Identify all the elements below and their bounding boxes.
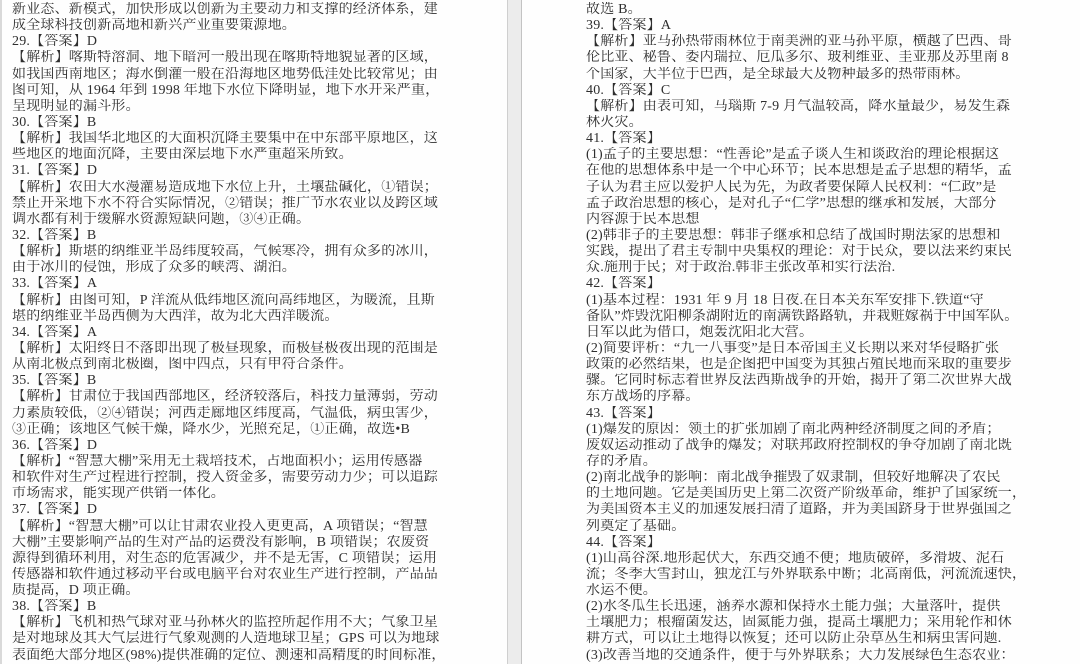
text-line: 32.【答案】B <box>12 227 97 243</box>
text-line: 孟子政治思想的核心，是对孔子“仁学”思想的继承和发展，大部分 <box>586 195 997 211</box>
text-line: 图可知，从 1964 年到 1998 年地下水位下降明显，地下水开采严重， <box>12 82 440 98</box>
text-line: 由于冰川的侵蚀，形成了众多的峡湾、湖泊。 <box>12 260 296 276</box>
text-line: 和软件对生产过程进行控制，授入资金多，需要劳动力少；可以追踪 <box>12 470 438 486</box>
text-line: 伦比亚、秘鲁、委内瑞拉、厄瓜多尔、玻利维亚、圭亚那及苏里南 8 <box>586 50 1009 66</box>
text-line: (2)韩非子的主要思想：韩非子继承和总结了战国时期法家的思想和 <box>586 227 1001 243</box>
text-line: 大棚”主要影响产品的生对产品的运费没有影响，B 项错误；农废资 <box>12 534 430 550</box>
text-line: 土壤肥力；根瘤菌发达，固氮能力强，提高土壤肥力；采用轮作和休 <box>586 615 1012 631</box>
text-line: 41.【答案】 <box>586 131 661 147</box>
text-line: 31.【答案】D <box>12 163 98 179</box>
text-line: (2)简要评析：“九一八事变”是日本帝国主义长期以来对华侵略扩张 <box>586 340 1000 356</box>
text-line: 源得到循环利用，对生态的危害减少，并不是无害，C 项错误；运用 <box>12 550 438 566</box>
text-line: 内容源于民本思想 <box>586 211 700 227</box>
text-line: 【解析】由表可知，马瑙斯 7-9 月气温较高，降水量最少，易发生森 <box>586 98 1011 114</box>
text-line: 29.【答案】D <box>12 34 98 50</box>
text-line: 30.【答案】B <box>12 114 97 130</box>
text-line: 40.【答案】C <box>586 82 671 98</box>
text-line: 成全球科技创新高地和新兴产业重要策源地。 <box>12 18 296 34</box>
text-line: 耕方式，可以让土地得以恢复；还可以防止杂草丛生和病虫害问题. <box>586 631 1002 647</box>
text-line: 44.【答案】 <box>586 534 661 550</box>
text-line: 【解析】农田大水漫灌易造成地下水位上升，土壤盐碱化，①错误； <box>12 179 438 195</box>
text-line: ③正确；该地区气候干燥，降水少，光照充足，①正确，故选•B <box>12 421 411 437</box>
text-line: 33.【答案】A <box>12 276 98 292</box>
text-line: 【解析】由图可知，P 洋流从低纬地区流向高纬地区，为暖流，且斯 <box>12 292 435 308</box>
text-line: 39.【答案】A <box>586 18 672 34</box>
text-line: 在他的思想体系中是一个中心环节；民本思想是孟子思想的精华，孟 <box>586 163 1012 179</box>
text-line: 水运不便。 <box>586 583 657 599</box>
page-right-text <box>586 2 1080 664</box>
page-right <box>522 0 1080 664</box>
text-line: (1)爆发的原因：领土的扩张加剧了南北两种经济制度之间的矛盾； <box>586 421 1001 437</box>
text-line: 【解析】亚马孙热带雨林位于南美洲的亚马孙平原，横越了巴西、哥 <box>586 34 1012 50</box>
text-line: 【解析】甘肃位于我国西部地区，经济较落后，科技力量薄弱，劳动 <box>12 389 438 405</box>
text-line: 质提高，D 项正确。 <box>12 583 140 599</box>
text-line: 从南北极点到南北极圈，图中四点，只有甲符合条件。 <box>12 357 353 373</box>
page-left-text <box>12 2 503 664</box>
text-line: 流；冬季大雪封山，独龙江与外界联系中断；北高南低，河流流速快， <box>586 566 1027 582</box>
text-line: 存的矛盾。 <box>586 453 657 469</box>
text-line: 个国家，大半位于巴西，是全球最大及物种最多的热带雨林。 <box>586 66 970 82</box>
text-line: 市场需求，能实现产供销一体化。 <box>12 486 225 502</box>
text-line: 【解析】太阳终日不落即出现了极昼现象，而极昼极夜出现的范围是 <box>12 340 438 356</box>
text-line: 为美国资本主义的加速发展扫清了道路，并为美国跻身于世界强国之 <box>586 502 1012 518</box>
text-line: 37.【答案】D <box>12 502 98 518</box>
page-left <box>0 0 507 664</box>
text-line: 38.【答案】B <box>12 599 97 615</box>
text-line: 实践，提出了君主专制中央集权的理论：对于民众，要以法来约束民 <box>586 244 1012 260</box>
text-line: 废奴运动推动了战争的爆发；对联邦政府控制权的争夺加剧了南北既 <box>586 437 1012 453</box>
text-line: 骤。它同时标志着世界反法西斯战争的开始，揭开了第二次世界大战 <box>586 373 1012 389</box>
text-line: 43.【答案】 <box>586 405 661 421</box>
text-line: 调水都有利于缓解水资源短缺问题，③④正确。 <box>12 211 311 227</box>
text-line: 禁止开采地下水不符合实际情况，②错误；推广节水农业以及跨区域 <box>12 195 438 211</box>
text-line: 【解析】“智慧大棚”采用无土栽培技术，占地面积小；运用传感器 <box>12 453 423 469</box>
text-line: 【解析】我国华北地区的大面积沉降主要集中在中东部平原地区，这 <box>12 131 438 147</box>
text-line: 东方战场的序幕。 <box>586 389 700 405</box>
text-line: 政策的必然结果，也是企图把中国变为其独占殖民地而采取的重要步 <box>586 357 1012 373</box>
text-line: 日军以此为借口，炮轰沈阳北大营。 <box>586 324 814 340</box>
text-line: 【解析】斯堪的纳维亚半岛纬度较高，气候寒冷，拥有众多的冰川， <box>12 244 438 260</box>
page-gap-divider <box>507 0 522 664</box>
text-line: (1)山高谷深.地形起伏大，东西交通不便；地质破碎，多滑坡、泥石 <box>586 550 1005 566</box>
text-line: 表面绝大部分地区(98%)提供准确的定位、测速和高精度的时间标准， <box>12 647 446 663</box>
text-line: 些地区的地面沉降，主要由深层地下水严重超采所致。 <box>12 147 353 163</box>
text-line: (2)水冬瓜生长迅速，涵养水源和保持水土能力强；大量落叶，提供 <box>586 599 1001 615</box>
text-line: 力素质较低，②④错误；河西走廊地区纬度高，气温低，病虫害少， <box>12 405 438 421</box>
text-line: 【解析】“智慧大棚”可以让甘肃农业投入更更高，A 项错误；“智慧 <box>12 518 428 534</box>
text-line: 备队”炸毁沈阳柳条湖附近的南满铁路路轨，并栽赃嫁祸于中国军队。 <box>586 308 1019 324</box>
text-line: 众.施刑于民；对于政治.韩非主张改革和实行法治. <box>586 260 896 276</box>
text-line: 子认为君主应以爱护人民为先，为政者要保障人民权利：“仁政”是 <box>586 179 997 195</box>
text-line: 35.【答案】B <box>12 373 97 389</box>
text-line: (1)基本过程：1931 年 9 月 18 日夜.在日本关东军安排下.铁道“守 <box>586 292 984 308</box>
text-line: 林火灾。 <box>586 114 643 130</box>
text-line: (3)改善当地的交通条件，便于与外界联系；大力发展绿色生态农业： <box>586 647 1015 663</box>
text-line: 34.【答案】A <box>12 324 98 340</box>
text-line: 36.【答案】D <box>12 437 98 453</box>
text-line: (1)孟子的主要思想：“性善论”是孟子谈人生和谈政治的理论根据这 <box>586 147 1000 163</box>
text-line: 42.【答案】 <box>586 276 661 292</box>
text-line: (2)南北战争的影响：南北战争摧毁了奴隶制，但较好地解决了农民 <box>586 470 1001 486</box>
text-line: 【解析】喀斯特溶洞、地下暗河一般出现在喀斯特地貌显著的区域， <box>12 50 438 66</box>
text-line: 故选 B。 <box>586 2 642 17</box>
text-line: 堪的纳维亚半岛西侧为大西洋，故为北大西洋暖流。 <box>12 308 339 324</box>
text-line: 是对地球及其大气层进行气象观测的人造地球卫星；GPS 可以为地球 <box>12 631 440 647</box>
text-line: 【解析】飞机和热气球对亚马孙林火的监控所起作用不大；气象卫星 <box>12 615 438 631</box>
text-line: 新业态、新模式，加快形成以创新为主要动力和支撑的经济体系，建 <box>12 2 438 17</box>
text-line: 列奠定了基础。 <box>586 518 686 534</box>
text-line: 如我国西南地区；海水倒灌一般在沿海地区地势低洼处比较常见；由 <box>12 66 438 82</box>
text-line: 传感器和软件通过移动平台或电脑平台对农业生产进行控制，产品品 <box>12 566 438 582</box>
text-line: 的土地问题。它是美国历史上第二次资产阶级革命，维护了国家统一， <box>586 486 1027 502</box>
text-line: 呈现明显的漏斗形。 <box>12 98 140 114</box>
